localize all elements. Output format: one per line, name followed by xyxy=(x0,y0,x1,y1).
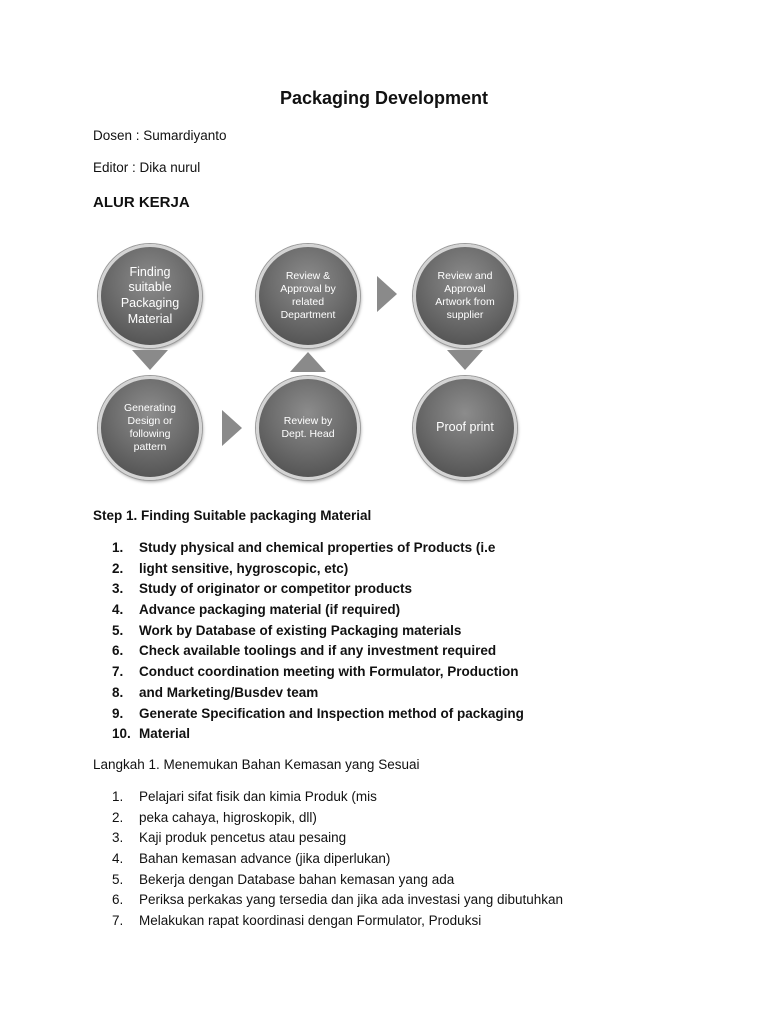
arrow-right-icon xyxy=(222,410,242,446)
langkah1-heading: Langkah 1. Menemukan Bahan Kemasan yang Sesuai xyxy=(93,757,420,772)
flow-node-review-approval-artwork xyxy=(413,244,517,348)
flow-node-label: Generating Design or following pattern xyxy=(124,401,176,454)
flow-node-label: Review and Approval Artwork from supplier xyxy=(435,269,495,322)
arrow-down-icon xyxy=(132,350,168,370)
flow-node-label: Review & Approval by related Department xyxy=(280,269,336,322)
list-item: 4. Bahan kemasan advance (jika diperlukan) xyxy=(112,851,391,867)
list-item: 9. Generate Specification and Inspection method of packaging xyxy=(112,705,524,721)
flow-node-review-dept-head xyxy=(256,376,360,480)
list-item: 5. Bekerja dengan Database bahan kemasan yang ada xyxy=(112,871,455,887)
langkah1-list xyxy=(112,787,563,932)
list-item: 2. peka cahaya, higroskopik, dll) xyxy=(112,809,317,825)
flow-node-label: Proof print xyxy=(436,420,494,435)
flow-node-label: Review by Dept. Head xyxy=(281,414,335,440)
arrow-up-icon xyxy=(290,352,326,372)
list-item: 5. Work by Database of existing Packaging materials xyxy=(112,622,462,638)
flow-node-review-approval-department xyxy=(256,244,360,348)
list-item: 2. light sensitive, hygroscopic, etc) xyxy=(112,560,349,576)
list-item: 4. Advance packaging material (if required) xyxy=(112,602,401,618)
list-item: 1. Pelajari sifat fisik dan kimia Produk (mis xyxy=(112,789,377,804)
flow-node-finding-material xyxy=(98,244,202,348)
editor-line: Editor : Dika nurul xyxy=(93,160,201,175)
dosen-line: Dosen : Sumardiyanto xyxy=(93,128,227,143)
arrow-down-icon xyxy=(447,350,483,370)
flow-node-label: Finding suitable Packaging Material xyxy=(120,264,180,326)
step1-heading: Step 1. Finding Suitable packaging Material xyxy=(93,508,372,523)
list-item: 3. Kaji produk pencetus atau pesaing xyxy=(112,830,347,846)
list-item: 6. Check available toolings and if any investment required xyxy=(112,643,497,659)
list-item: 1. Study physical and chemical properties of Products (i.e xyxy=(112,540,496,555)
list-item: 7. Melakukan rapat koordinasi dengan Formulator, Produksi xyxy=(112,913,482,929)
flow-node-proof-print xyxy=(413,376,517,480)
list-item: 3. Study of originator or competitor products xyxy=(112,581,412,597)
list-item: 10. Material xyxy=(112,726,191,742)
list-item: 8. and Marketing/Busdev team xyxy=(112,684,319,700)
document-title: Packaging Development xyxy=(279,88,489,108)
arrow-right-icon xyxy=(377,276,397,312)
section-heading-alur-kerja: ALUR KERJA xyxy=(93,194,190,211)
flow-node-generating-design xyxy=(98,376,202,480)
list-item: 6. Periksa perkakas yang tersedia dan jika ada investasi yang dibutuhkan xyxy=(112,892,564,908)
list-item: 7. Conduct coordination meeting with Formulator, Production xyxy=(112,664,519,680)
step1-list xyxy=(112,538,524,745)
